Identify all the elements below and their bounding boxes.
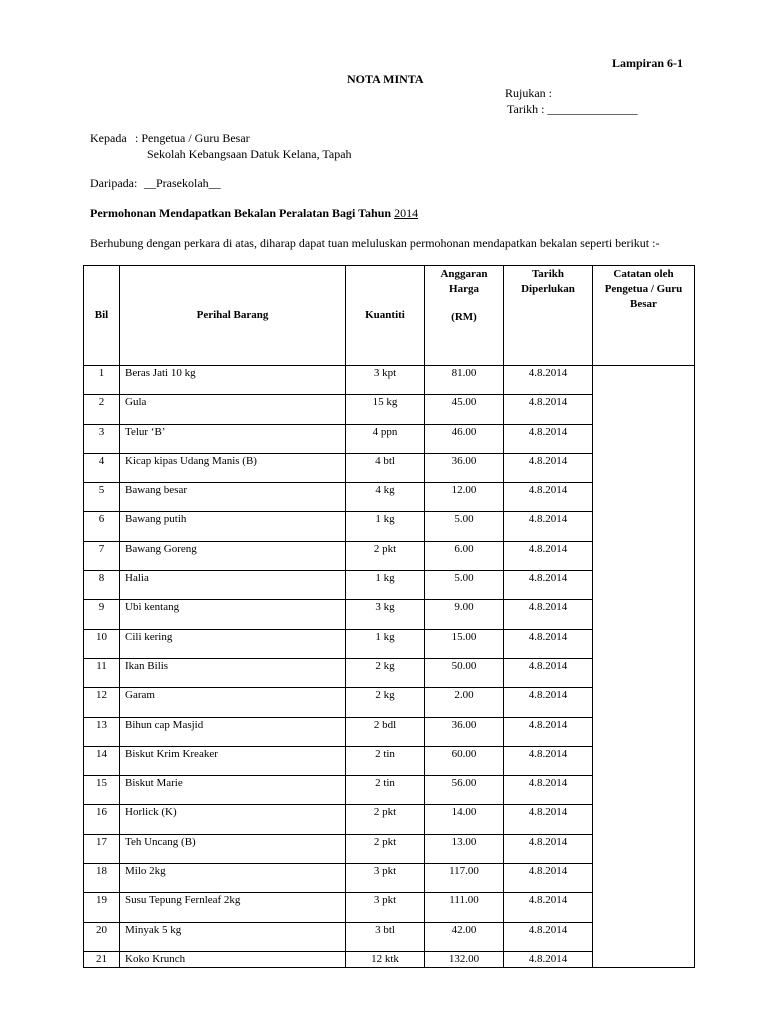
cell-qty: 2 pkt <box>346 541 425 570</box>
cell-date: 4.8.2014 <box>504 629 593 658</box>
header-catatan-line3: Besar <box>630 298 657 310</box>
cell-item: Koko Krunch <box>120 951 346 967</box>
cell-date: 4.8.2014 <box>504 366 593 395</box>
cell-item: Teh Uncang (B) <box>120 834 346 863</box>
header-tarikh-line1: Tarikh <box>531 268 564 280</box>
cell-item: Susu Tepung Fernleaf 2kg <box>120 893 346 922</box>
header-anggaran-line1: Anggaran <box>440 268 488 280</box>
cell-item: Halia <box>120 571 346 600</box>
cell-catatan <box>593 951 695 967</box>
cell-qty: 4 ppn <box>346 424 425 453</box>
cell-item: Cili kering <box>120 629 346 658</box>
cell-bil: 14 <box>84 746 120 775</box>
cell-price: 13.00 <box>425 834 504 863</box>
cell-price: 36.00 <box>425 717 504 746</box>
lampiran-label: Lampiran 6-1 <box>612 56 684 70</box>
table-row <box>84 512 695 541</box>
cell-item: Telur ‘B’ <box>120 424 346 453</box>
cell-catatan <box>593 922 695 951</box>
cell-qty: 4 kg <box>346 483 425 512</box>
cell-qty: 15 kg <box>346 395 425 424</box>
cell-catatan <box>593 453 695 482</box>
cell-price: 15.00 <box>425 629 504 658</box>
table-row <box>84 541 695 570</box>
cell-price: 46.00 <box>425 424 504 453</box>
table-row <box>84 395 695 424</box>
cell-date: 4.8.2014 <box>504 395 593 424</box>
table-row <box>84 717 695 746</box>
cell-bil: 10 <box>84 629 120 658</box>
cell-bil: 13 <box>84 717 120 746</box>
table-row <box>84 424 695 453</box>
cell-bil: 4 <box>84 453 120 482</box>
table-row <box>84 805 695 834</box>
kepada-line1: : Pengetua / Guru Besar <box>135 131 250 145</box>
cell-date: 4.8.2014 <box>504 571 593 600</box>
table-header-row <box>84 266 695 366</box>
cell-price: 132.00 <box>425 951 504 967</box>
cell-item: Biskut Marie <box>120 776 346 805</box>
cell-item: Minyak 5 kg <box>120 922 346 951</box>
cell-qty: 2 bdl <box>346 717 425 746</box>
cell-qty: 2 kg <box>346 658 425 687</box>
cell-date: 4.8.2014 <box>504 922 593 951</box>
cell-price: 6.00 <box>425 541 504 570</box>
cell-price: 9.00 <box>425 600 504 629</box>
cell-catatan <box>593 395 695 424</box>
cell-bil: 15 <box>84 776 120 805</box>
table-row <box>84 688 695 717</box>
cell-price: 5.00 <box>425 571 504 600</box>
cell-date: 4.8.2014 <box>504 776 593 805</box>
cell-date: 4.8.2014 <box>504 541 593 570</box>
cell-bil: 6 <box>84 512 120 541</box>
cell-catatan <box>593 717 695 746</box>
cell-qty: 2 pkt <box>346 834 425 863</box>
cell-item: Bawang besar <box>120 483 346 512</box>
cell-price: 2.00 <box>425 688 504 717</box>
cell-qty: 3 kpt <box>346 366 425 395</box>
table-row <box>84 776 695 805</box>
table-row <box>84 571 695 600</box>
cell-date: 4.8.2014 <box>504 512 593 541</box>
cell-bil: 12 <box>84 688 120 717</box>
table-row <box>84 629 695 658</box>
cell-item: Bawang Goreng <box>120 541 346 570</box>
table-row <box>84 951 695 967</box>
daripada-label: Daripada: <box>90 176 138 190</box>
cell-date: 4.8.2014 <box>504 717 593 746</box>
cell-qty: 3 pkt <box>346 864 425 893</box>
cell-item: Ubi kentang <box>120 600 346 629</box>
cell-qty: 3 pkt <box>346 893 425 922</box>
cell-qty: 1 kg <box>346 512 425 541</box>
table-row <box>84 600 695 629</box>
cell-catatan <box>593 541 695 570</box>
cell-price: 36.00 <box>425 453 504 482</box>
cell-qty: 3 kg <box>346 600 425 629</box>
cell-bil: 20 <box>84 922 120 951</box>
request-table <box>83 265 695 968</box>
table-body <box>84 366 695 968</box>
cell-catatan <box>593 893 695 922</box>
cell-bil: 17 <box>84 834 120 863</box>
cell-catatan <box>593 658 695 687</box>
cell-qty: 2 tin <box>346 776 425 805</box>
cell-qty: 2 pkt <box>346 805 425 834</box>
header-kuantiti: Kuantiti <box>346 266 425 366</box>
daripada-value: __Prasekolah__ <box>144 176 221 190</box>
cell-catatan <box>593 834 695 863</box>
intro-paragraph: Berhubung dengan perkara di atas, diharap dapat tuan meluluskan permohonan mendapatkan bekalan seperti berikut :- <box>90 236 660 250</box>
cell-bil: 3 <box>84 424 120 453</box>
cell-price: 50.00 <box>425 658 504 687</box>
header-catatan-line2: Pengetua / Guru <box>604 283 683 295</box>
cell-item: Ikan Bilis <box>120 658 346 687</box>
kepada-line2: Sekolah Kebangsaan Datuk Kelana, Tapah <box>147 147 352 161</box>
cell-catatan <box>593 424 695 453</box>
table-row <box>84 658 695 687</box>
table-row <box>84 893 695 922</box>
cell-item: Bawang putih <box>120 512 346 541</box>
cell-bil: 18 <box>84 864 120 893</box>
cell-item: Milo 2kg <box>120 864 346 893</box>
subject-year: 2014 <box>394 206 419 220</box>
header-anggaran-line3: (RM) <box>451 311 477 323</box>
rujukan-label: Rujukan : <box>505 86 552 100</box>
cell-catatan <box>593 864 695 893</box>
table-row <box>84 922 695 951</box>
cell-bil: 11 <box>84 658 120 687</box>
cell-date: 4.8.2014 <box>504 893 593 922</box>
cell-date: 4.8.2014 <box>504 658 593 687</box>
cell-date: 4.8.2014 <box>504 483 593 512</box>
cell-price: 42.00 <box>425 922 504 951</box>
cell-bil: 8 <box>84 571 120 600</box>
cell-catatan <box>593 600 695 629</box>
cell-catatan <box>593 805 695 834</box>
cell-price: 56.00 <box>425 776 504 805</box>
cell-price: 5.00 <box>425 512 504 541</box>
cell-price: 60.00 <box>425 746 504 775</box>
cell-bil: 21 <box>84 951 120 967</box>
cell-item: Biskut Krim Kreaker <box>120 746 346 775</box>
cell-catatan <box>593 776 695 805</box>
cell-qty: 2 kg <box>346 688 425 717</box>
tarikh-label: Tarikh : _______________ <box>507 102 638 116</box>
cell-price: 45.00 <box>425 395 504 424</box>
header-bil: Bil <box>84 266 120 366</box>
cell-bil: 9 <box>84 600 120 629</box>
cell-item: Gula <box>120 395 346 424</box>
cell-qty: 4 btl <box>346 453 425 482</box>
cell-date: 4.8.2014 <box>504 600 593 629</box>
cell-item: Beras Jati 10 kg <box>120 366 346 395</box>
cell-qty: 1 kg <box>346 571 425 600</box>
cell-qty: 3 btl <box>346 922 425 951</box>
cell-date: 4.8.2014 <box>504 424 593 453</box>
header-catatan-line1: Catatan oleh <box>613 268 674 280</box>
cell-bil: 16 <box>84 805 120 834</box>
table-row <box>84 453 695 482</box>
cell-qty: 1 kg <box>346 629 425 658</box>
subject-line <box>90 206 418 221</box>
cell-catatan <box>593 629 695 658</box>
table-row <box>84 834 695 863</box>
cell-date: 4.8.2014 <box>504 834 593 863</box>
cell-catatan <box>593 483 695 512</box>
cell-price: 117.00 <box>425 864 504 893</box>
cell-bil: 7 <box>84 541 120 570</box>
cell-catatan <box>593 366 695 395</box>
cell-catatan <box>593 512 695 541</box>
table-row <box>84 366 695 395</box>
table-row <box>84 864 695 893</box>
cell-item: Kicap kipas Udang Manis (B) <box>120 453 346 482</box>
cell-price: 111.00 <box>425 893 504 922</box>
cell-date: 4.8.2014 <box>504 453 593 482</box>
cell-qty: 12 ktk <box>346 951 425 967</box>
header-anggaran-line2: Harga <box>449 283 479 295</box>
cell-catatan <box>593 746 695 775</box>
header-perihal: Perihal Barang <box>120 266 346 366</box>
cell-item: Garam <box>120 688 346 717</box>
table-row <box>84 483 695 512</box>
cell-bil: 19 <box>84 893 120 922</box>
header-anggaran <box>425 266 504 366</box>
cell-bil: 1 <box>84 366 120 395</box>
header-tarikh <box>504 266 593 366</box>
cell-price: 12.00 <box>425 483 504 512</box>
cell-date: 4.8.2014 <box>504 805 593 834</box>
cell-date: 4.8.2014 <box>504 688 593 717</box>
header-catatan <box>593 266 695 366</box>
table-row <box>84 746 695 775</box>
cell-date: 4.8.2014 <box>504 746 593 775</box>
cell-price: 81.00 <box>425 366 504 395</box>
cell-bil: 2 <box>84 395 120 424</box>
page-title: NOTA MINTA <box>347 72 424 86</box>
cell-catatan <box>593 688 695 717</box>
cell-item: Horlick (K) <box>120 805 346 834</box>
header-tarikh-line2: Diperlukan <box>521 283 575 295</box>
cell-qty: 2 tin <box>346 746 425 775</box>
subject-text: Permohonan Mendapatkan Bekalan Peralatan Bagi Tahun <box>90 206 392 220</box>
cell-item: Bihun cap Masjid <box>120 717 346 746</box>
kepada-label: Kepada <box>90 131 127 145</box>
cell-catatan <box>593 571 695 600</box>
cell-price: 14.00 <box>425 805 504 834</box>
cell-date: 4.8.2014 <box>504 864 593 893</box>
cell-date: 4.8.2014 <box>504 951 593 967</box>
cell-bil: 5 <box>84 483 120 512</box>
